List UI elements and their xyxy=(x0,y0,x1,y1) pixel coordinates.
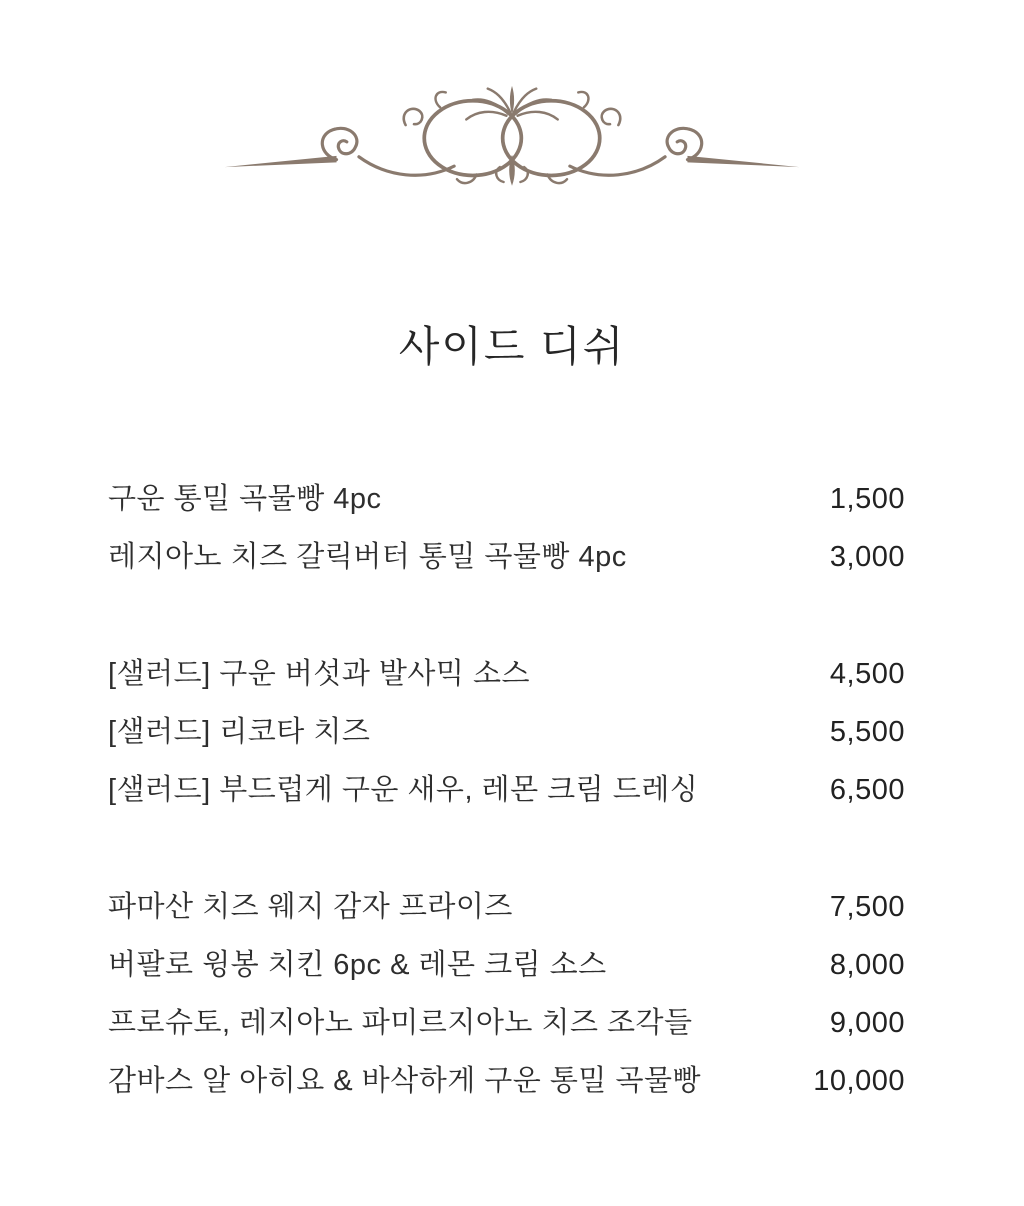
menu-item-price: 8,000 xyxy=(829,949,905,981)
page-title: 사이드 디쉬 xyxy=(398,323,626,370)
menu-item-price: 9,000 xyxy=(829,1007,905,1039)
menu-item-price: 6,500 xyxy=(829,774,905,806)
menu-item-name: [샐러드] 구운 버섯과 발사믹 소스 xyxy=(108,658,531,690)
menu-item-row xyxy=(108,942,905,1000)
menu-list xyxy=(0,476,1024,1116)
menu-group xyxy=(108,651,905,825)
menu-item-price: 1,500 xyxy=(829,483,905,515)
menu-item-row xyxy=(108,651,905,709)
menu-item-name: 구운 통밀 곡물빵 4pc xyxy=(108,483,382,515)
menu-item-row xyxy=(108,1000,905,1058)
menu-group xyxy=(108,884,905,1116)
menu-group xyxy=(108,476,905,592)
menu-item-price: 5,500 xyxy=(829,716,905,748)
menu-item-name: 프로슈토, 레지아노 파미르지아노 치즈 조각들 xyxy=(108,1007,693,1039)
menu-item-row xyxy=(108,534,905,592)
menu-item-price: 3,000 xyxy=(829,541,905,573)
flourish-divider xyxy=(0,0,1024,196)
menu-item-row xyxy=(108,1058,905,1116)
flourish-swirl-icon xyxy=(204,84,820,196)
menu-item-name: [샐러드] 부드럽게 구운 새우, 레몬 크림 드레싱 xyxy=(108,774,699,806)
menu-item-row xyxy=(108,709,905,767)
menu-item-price: 4,500 xyxy=(829,658,905,690)
menu-item-row xyxy=(108,884,905,942)
menu-item-name: 파마산 치즈 웨지 감자 프라이즈 xyxy=(108,891,513,923)
menu-item-price: 7,500 xyxy=(829,891,905,923)
menu-item-name: 감바스 알 아히요 & 바삭하게 구운 통밀 곡물빵 xyxy=(108,1065,701,1097)
menu-item-row xyxy=(108,476,905,534)
menu-item-name: 레지아노 치즈 갈릭버터 통밀 곡물빵 4pc xyxy=(108,541,627,573)
menu-item-name: 버팔로 윙봉 치킨 6pc & 레몬 크림 소스 xyxy=(108,949,607,981)
menu-item-price: 10,000 xyxy=(813,1065,905,1097)
menu-item-name: [샐러드] 리코타 치즈 xyxy=(108,716,371,748)
menu-item-row xyxy=(108,767,905,825)
